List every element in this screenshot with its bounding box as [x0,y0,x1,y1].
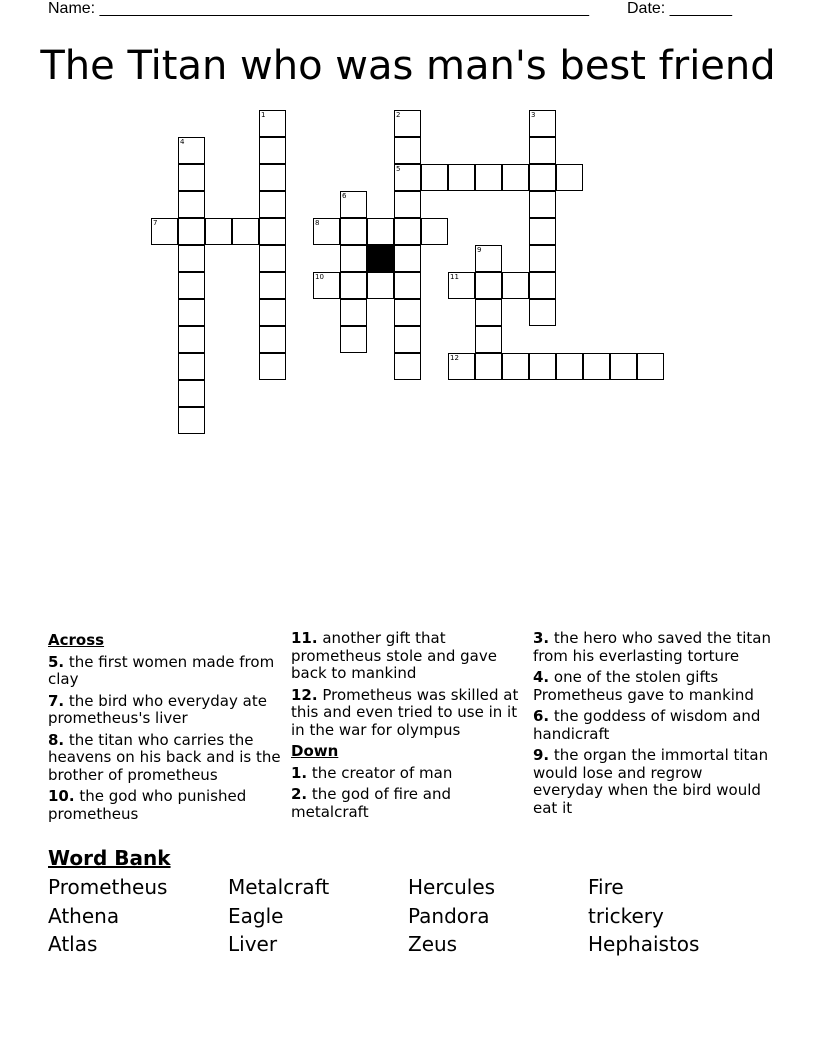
crossword-cell[interactable] [475,245,502,272]
clue-across-7: 7. the bird who everyday ate prometheus's liver [48,691,267,727]
crossword-cell[interactable] [367,218,394,245]
clues-column-2 [291,630,523,825]
crossword-cell[interactable] [394,164,421,191]
crossword-cell[interactable] [394,110,421,137]
name-field[interactable]: Name: _______________________________________________________ [48,0,589,17]
crossword-cell[interactable] [178,191,205,218]
crossword-cell[interactable] [475,299,502,326]
crossword-cell[interactable] [178,218,205,245]
crossword-cell[interactable] [178,137,205,164]
crossword-cell[interactable] [394,191,421,218]
crossword-cell[interactable] [313,272,340,299]
word-bank-item: Pandora [408,904,490,928]
clue-down-4: 4. one of the stolen gifts Prometheus gave to mankind [533,668,754,704]
crossword-cell[interactable] [556,353,583,380]
word-bank-item: Liver [228,932,278,956]
word-bank-item: Fire [588,875,624,899]
clue-number: 3 [531,111,536,119]
crossword-cell[interactable] [529,218,556,245]
crossword-cell[interactable] [394,137,421,164]
crossword-cell[interactable] [610,353,637,380]
crossword-cell[interactable] [502,164,529,191]
crossword-cell[interactable] [340,191,367,218]
clue-down-1: 1. the creator of man [291,763,453,782]
word-bank-item: trickery [588,904,664,928]
crossword-cell[interactable] [529,191,556,218]
crossword-cell[interactable] [394,353,421,380]
clue-across-11: 11. another gift that prometheus stole and gave back to mankind [291,629,497,682]
crossword-cell[interactable] [178,407,205,434]
clue-down-6: 6. the goddess of wisdom and handicraft [533,707,761,743]
crossword-cell[interactable] [394,326,421,353]
clue-number: 10 [315,273,324,281]
crossword-cell[interactable] [259,326,286,353]
clue-down-9: 9. the organ the immortal titan would lose and regrow everyday when the bird would eat it [533,746,769,817]
crossword-cell[interactable] [340,272,367,299]
crossword-cell[interactable] [259,299,286,326]
crossword-cell[interactable] [394,272,421,299]
crossword-cell[interactable] [259,191,286,218]
crossword-cell[interactable] [421,164,448,191]
clue-number: 5 [396,165,401,173]
crossword-cell[interactable] [178,380,205,407]
clue-across-12: 12. Prometheus was skilled at this and even tried to use in it in the war for olympus [291,685,519,739]
clue-number: 9 [477,246,482,254]
crossword-cell[interactable] [448,272,475,299]
crossword-cell[interactable] [340,218,367,245]
clue-across-10: 10. the god who punished prometheus [48,787,247,823]
word-bank-item: Hercules [408,875,496,899]
crossword-cell[interactable] [556,164,583,191]
crossword-cell[interactable] [178,245,205,272]
crossword-cell[interactable] [529,110,556,137]
crossword-cell[interactable] [259,272,286,299]
crossword-cell[interactable] [313,218,340,245]
clues-column-1 [48,630,286,827]
crossword-cell[interactable] [529,272,556,299]
crossword-cell[interactable] [178,299,205,326]
clue-down-3: 3. the hero who saved the titan from his everlasting torture [533,629,771,665]
crossword-cell[interactable] [340,326,367,353]
clue-number: 12 [450,354,459,362]
word-bank-item: Athena [48,904,120,928]
crossword-cell[interactable] [259,353,286,380]
date-field[interactable]: Date: _______ [627,0,732,17]
clue-number: 2 [396,111,401,119]
crossword-cell[interactable] [502,353,529,380]
clue-down-2: 2. the god of fire and metalcraft [291,785,452,821]
crossword-cell[interactable] [232,218,259,245]
crossword-cell[interactable] [259,110,286,137]
clue-number: 1 [261,111,266,119]
crossword-cell[interactable] [367,272,394,299]
crossword-cell[interactable] [529,299,556,326]
crossword-cell[interactable] [205,218,232,245]
crossword-black-cell [367,245,394,272]
crossword-grid [0,0,816,420]
crossword-cell[interactable] [475,164,502,191]
clue-number: 11 [450,273,459,281]
crossword-cell[interactable] [529,245,556,272]
clue-number: 4 [180,138,185,146]
crossword-cell[interactable] [421,218,448,245]
down-heading: Down [291,742,339,760]
crossword-cell[interactable] [259,218,286,245]
clue-number: 8 [315,219,320,227]
crossword-cell[interactable] [178,353,205,380]
word-bank-item: Eagle [228,904,284,928]
clue-number: 7 [153,219,158,227]
crossword-cell[interactable] [637,353,664,380]
word-bank-title: Word Bank [48,846,171,870]
crossword-cell[interactable] [394,245,421,272]
crossword-cell[interactable] [475,353,502,380]
crossword-cell[interactable] [259,137,286,164]
crossword-cell[interactable] [475,326,502,353]
crossword-cell[interactable] [259,245,286,272]
word-bank-item: Zeus [408,932,458,956]
word-bank-item: Atlas [48,932,98,956]
crossword-cell[interactable] [340,245,367,272]
crossword-cell[interactable] [151,218,178,245]
page-title: The Titan who was man's best friend [40,43,776,89]
crossword-cell[interactable] [340,299,367,326]
crossword-cell[interactable] [394,218,421,245]
crossword-cell[interactable] [448,353,475,380]
crossword-cell[interactable] [475,272,502,299]
crossword-cell[interactable] [529,137,556,164]
crossword-cell[interactable] [259,164,286,191]
crossword-cell[interactable] [178,326,205,353]
crossword-cell[interactable] [583,353,610,380]
crossword-cell[interactable] [502,272,529,299]
word-bank-item: Prometheus [48,875,168,899]
crossword-cell[interactable] [529,353,556,380]
crossword-cell[interactable] [178,272,205,299]
across-heading: Across [48,631,105,649]
clue-across-8: 8. the titan who carries the heavens on his back and is the brother of prometheus [48,730,281,784]
crossword-cell[interactable] [178,164,205,191]
clue-number: 6 [342,192,347,200]
clue-across-5: 5. the first women made from clay [48,652,275,688]
crossword-cell[interactable] [448,164,475,191]
clues-column-3 [533,630,773,821]
word-bank-item: Hephaistos [588,932,700,956]
crossword-cell[interactable] [529,164,556,191]
word-bank-item: Metalcraft [228,875,330,899]
crossword-cell[interactable] [394,299,421,326]
